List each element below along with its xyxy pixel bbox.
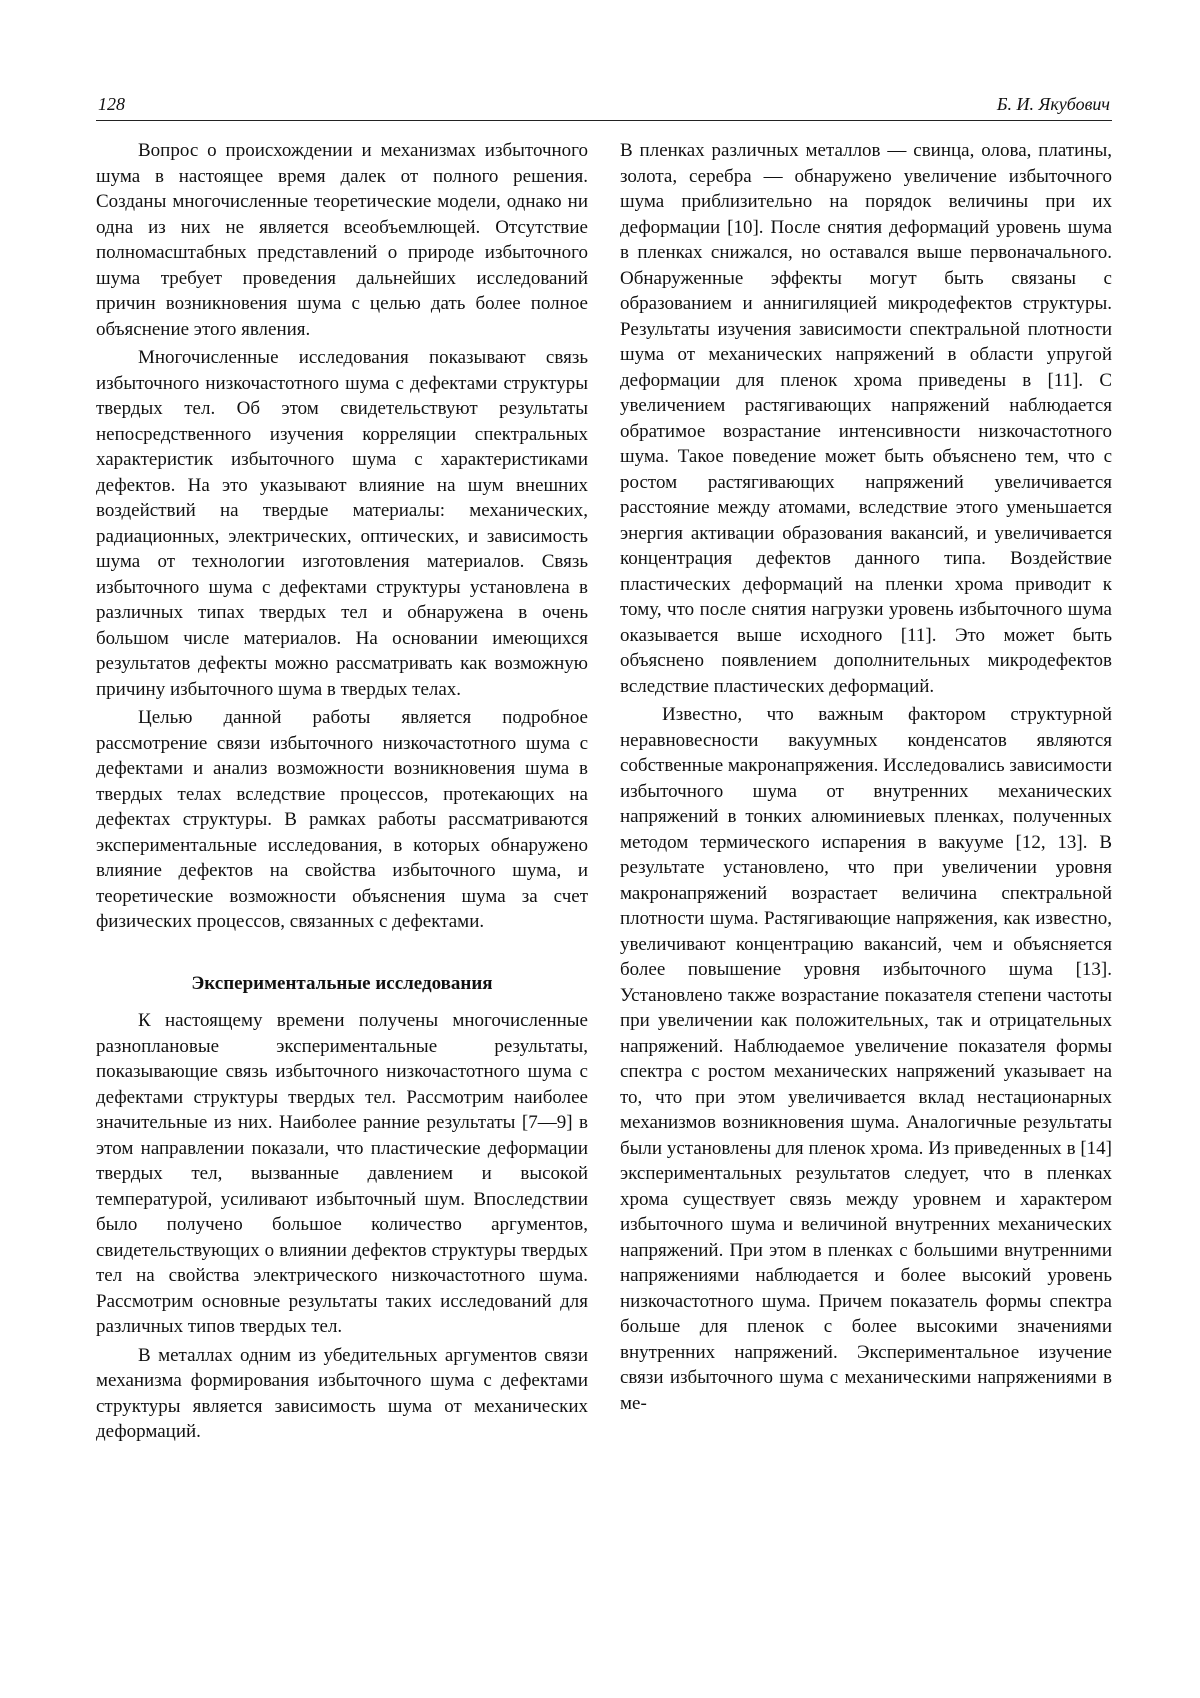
page-number: 128: [98, 94, 125, 114]
paragraph: Целью данной работы является подробное рассмотрение связи избыточного низкочастотного шума с дефектами и анализ возможности возникновения шума в твердых телах вследствие процессов, протекающих на дефектах структуры. В рамках работы рассматриваются экспериментальные исследования, в которых обнаружено влияние дефектов на свойства избыточного шума, и теоретические возможности объяснения шума за счет физических процессов, связанных с дефектами.: [96, 707, 588, 932]
paragraph: В пленках различных металлов — свинца, олова, платины, золота, серебра — обнаружено увеличение избыточного шума приблизительно на порядок величины при их деформации [10]. После снятия деформаций уровень шума в пленках снижался, но оставался выше первоначального. Обнаруженные эффекты могут быть связаны с образованием и аннигиляцией микродефектов структуры. Результаты изучения зависимости спектральной плотности шума от механических напряжений в области упругой деформации для пленок хрома приведены в [11]. С увеличением растягивающих напряжений наблюдается обратимое возрастание интенсивности низкочастотного шума. Такое поведение может быть объяснено тем, что с ростом растягивающих напряжений увеличивается расстояние между атомами, вследствие этого уменьшается энергия активации образования вакансий, и увеличивается концентрация дефектов данного типа. Воздействие пластических деформаций на пленки хрома приводит к тому, что после снятия нагрузки уровень избыточного шума оказывается выше исходного [11]. Это может быть объяснено появлением дополнительных микродефектов вследствие пластических деформаций.: [620, 140, 1112, 697]
paragraph: Многочисленные исследования показывают связь избыточного низкочастотного шума с дефектами структуры твердых тел. Об этом свидетельствуют результаты непосредственного изучения корреляции спектральных характеристик избыточного шума с характеристиками дефектов. На это указывают влияние на шум внешних воздействий на твердые материалы: механических, радиационных, электрических, оптических, и зависимость шума от технологии изготовления материалов. Связь избыточного шума с дефектами структуры установлена в различных типах твердых тел и обнаружена в очень большом числе материалов. На основании имеющихся результатов дефекты можно рассматривать как возможную причину избыточного шума в твердых телах.: [96, 347, 588, 700]
paragraph: Известно, что важным фактором структурной неравновесности вакуумных конденсатов являются собственные макронапряжения. Исследовались зависимости избыточного шума от внутренних механических напряжений в тонких алюминиевых пленках, полученных методом термического испарения в вакууме [12, 13]. В результате установлено, что при увеличении уровня макронапряжений возрастает величина спектральной плотности шума. Растягивающие напряжения, как известно, увеличивают концентрацию вакансий, чем и объясняется более повышение уровня избыточного шума [13]. Установлено также возрастание показателя степени частоты при увеличении как положительных, так и отрицательных напряжений. Наблюдаемое увеличение показателя формы спектра с ростом механических напряжений указывает на то, что при этом увеличивается вклад нестационарных механизмов возникновения шума. Аналогичные результаты были установлены для пленок хрома. Из приведенных в [14] экспериментальных результатов следует, что в пленках хрома существует связь между уровнем и характером избыточного шума и величиной внутренних механических напряжений. При этом в пленках с большими внутренними напряжениями наблюдается и более высокий уровень низкочастотного шума. Причем показатель формы спектра больше для пленок с более высокими значениями внутренних напряжений. Экспериментальное изучение связи избыточного шума с механическими напряжениями в ме-: [620, 704, 1112, 1414]
running-header: [96, 92, 1112, 121]
paragraph: К настоящему времени получены многочисленные разноплановые экспериментальные результаты, показывающие связь избыточного низкочастотного шума с дефектами структуры твердых тел. Рассмотрим наиболее значительные из них. Наиболее ранние результаты [7—9] в этом направлении показали, что пластические деформации твердых тел, вызванные давлением и высокой температурой, усиливают избыточный шум. Впоследствии было получено большое количество аргументов, свидетельствующих о влиянии дефектов структуры твердых тел на свойства электрического низкочастотного шума. Рассмотрим основные результаты таких исследований для различных типов твердых тел.: [96, 1010, 588, 1337]
running-author: Б. И. Якубович: [996, 94, 1110, 114]
left-column: [96, 138, 588, 1448]
right-column: [620, 138, 1112, 1419]
paragraph: В металлах одним из убедительных аргументов связи механизма формирования избыточного шума с дефектами структуры является зависимость шума от механических деформаций.: [96, 1344, 588, 1442]
section-heading: Экспериментальные исследования: [191, 972, 493, 994]
paragraph: Вопрос о происхождении и механизмах избыточного шума в настоящее время далек от полного решения. Созданы многочисленные теоретические модели, однако ни одна из них не является всеобъемлющей. Отсутствие полномасштабных представлений о природе избыточного шума требует проведения дальнейших исследований причин возникновения шума с целью дать более полное объяснение этого явления.: [96, 140, 588, 340]
